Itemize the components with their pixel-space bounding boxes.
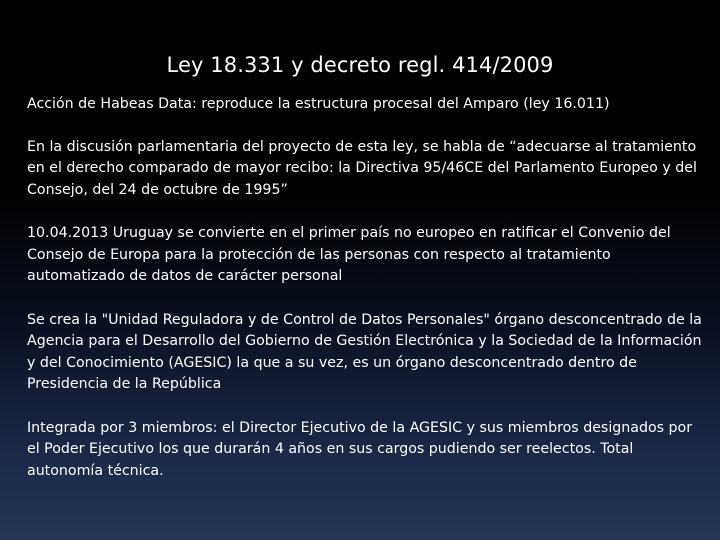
paragraph-regulatory-unit: Se crea la "Unidad Reguladora y de Control de Datos Personales" órgano desconcentrado de la Agencia para el Desarrollo del Gobierno de Gestión Electrónica y la Sociedad de la Información y del Conocimiento (AGESIC) la que a su vez, es un órgano desconcentrado dentro de Presidencia de la República bbox=[27, 311, 702, 392]
paragraph-habeas-data: Acción de Habeas Data: reproduce la estructura procesal del Amparo (ley 16.011) bbox=[27, 96, 610, 112]
paragraph-uruguay-ratification: 10.04.2013 Uruguay se convierte en el primer país no europeo en ratificar el Convenio del Consejo de Europa para la protección de las personas con respecto al tratamiento automatizado de datos de carácter personal bbox=[27, 225, 671, 284]
slide-title: Ley 18.331 y decreto regl. 414/2009 bbox=[166, 53, 554, 77]
paragraph-members: Integrada por 3 miembros: el Director Ejecutivo de la AGESIC y sus miembros designados por el Poder Ejecutivo los que durarán 4 años en sus cargos pudiendo ser reelectos. Total autonomía técnica. bbox=[27, 419, 693, 479]
paragraph-parliamentary-discussion: En la discusión parlamentaria del proyecto de esta ley, se habla de “adecuarse al tratamiento en el derecho comparado de mayor recibo: la Directiva 95/46CE del Parlamento Europeo y del Consejo, del 24 de octubre de 1995” bbox=[27, 138, 697, 198]
slide-body bbox=[27, 94, 702, 482]
